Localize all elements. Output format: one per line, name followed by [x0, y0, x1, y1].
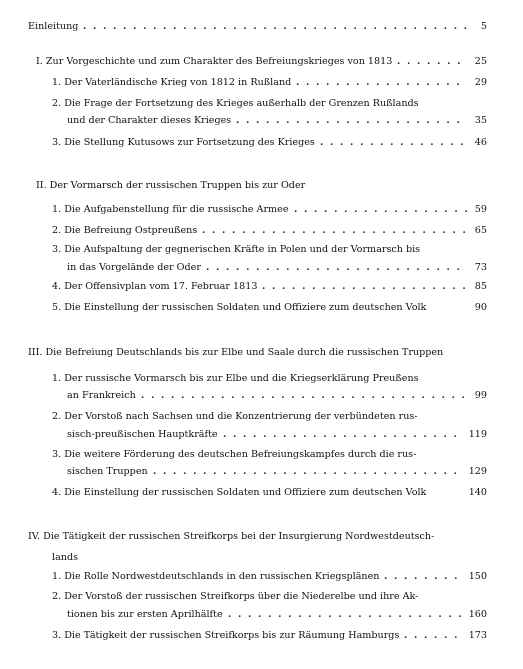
- toc-entry-title: 1. Der russische Vormarsch bis zur Elbe und die Kriegserklärung Preußens: [52, 372, 422, 386]
- toc-entry-p4b: [0, 551, 523, 565]
- toc-entry-title: 5. Die Einstellung der russischen Soldaten und Offiziere zum deutschen Volk: [52, 301, 429, 315]
- toc-entry-title: Einleitung: [28, 20, 81, 34]
- toc-entry-title: 1. Die Rolle Nordwestdeutschlands in den russischen Kriegsplänen: [52, 570, 382, 584]
- dot-leader: [294, 203, 467, 217]
- toc-entry-p2-3a: [0, 243, 523, 257]
- toc-page-number: 119: [466, 428, 487, 442]
- toc-entry-p4-2b: [0, 608, 523, 622]
- toc-entry-title: sischen Truppen: [67, 465, 151, 479]
- toc-page-number: 173: [466, 629, 487, 643]
- toc-entry-p2-5: [0, 301, 523, 315]
- toc-page-number: 65: [472, 224, 487, 238]
- dot-leader: [206, 261, 467, 275]
- dot-leader: [228, 608, 461, 622]
- toc-page-number: 85: [472, 280, 487, 294]
- toc-entry-title: 2. Der Vorstoß der russischen Streifkorps über die Niederelbe und ihre Ak-: [52, 590, 421, 604]
- toc-entry-title: tionen bis zur ersten Aprilhälfte: [67, 608, 226, 622]
- toc-entry-title: 3. Die weitere Förderung des deutschen Befreiungskampfes durch die rus-: [52, 448, 419, 462]
- dot-leader: [223, 428, 461, 442]
- toc-entry-title: 2. Die Befreiung Ostpreußens: [52, 224, 200, 238]
- toc-entry-title: 3. Die Stellung Kutusows zur Fortsetzung des Krieges: [52, 136, 318, 150]
- dot-leader: [296, 76, 467, 90]
- toc-page-number: 29: [472, 76, 487, 90]
- dot-leader: [202, 224, 467, 238]
- toc-entry-p2-4: [0, 280, 523, 294]
- toc-entry-p1-3: [0, 136, 523, 150]
- toc-page-number: 140: [466, 486, 487, 500]
- toc-entry-p3-1a: [0, 372, 523, 386]
- toc-entry-title: 2. Der Vorstoß nach Sachsen und die Konzentrierung der verbündeten rus-: [52, 410, 421, 424]
- dot-leader: [320, 136, 467, 150]
- toc-page-number: 150: [466, 570, 487, 584]
- dot-leader: [384, 570, 461, 584]
- toc-entry-p2: [0, 179, 523, 193]
- dot-leader: [262, 280, 467, 294]
- toc-entry-title: 2. Die Frage der Fortsetzung des Krieges außerhalb der Grenzen Rußlands: [52, 97, 422, 111]
- toc-entry-title: I. Zur Vorgeschichte und zum Charakter des Befreiungskrieges von 1813: [36, 55, 395, 69]
- toc-entry-p4-1: [0, 570, 523, 584]
- toc-entry-title: 3. Die Aufspaltung der gegnerischen Kräfte in Polen und der Vormarsch bis: [52, 243, 423, 257]
- toc-entry-p3-3a: [0, 448, 523, 462]
- toc-entry-p3-2a: [0, 410, 523, 424]
- toc-entry-title: 3. Die Tätigkeit der russischen Streifkorps bis zur Räumung Hamburgs: [52, 629, 402, 643]
- dot-leader: [404, 629, 461, 643]
- toc-entry-p3-1b: [0, 389, 523, 403]
- toc-page-number: 35: [472, 114, 487, 128]
- toc-entry-p4-2a: [0, 590, 523, 604]
- toc-entry-p1-2b: [0, 114, 523, 128]
- toc-entry-p3-2b: [0, 428, 523, 442]
- toc-entry-title: III. Die Befreiung Deutschlands bis zur Elbe und Saale durch die russischen Truppen: [28, 346, 446, 360]
- dot-leader: [236, 114, 467, 128]
- toc-entry-p2-2: [0, 224, 523, 238]
- toc-entry-title: in das Vorgelände der Oder: [67, 261, 204, 275]
- toc-entry-title: sisch-preußischen Hauptkräfte: [67, 428, 221, 442]
- toc-page-number: 160: [466, 608, 487, 622]
- toc-entry-title: 1. Der Vaterländische Krieg von 1812 in Rußland: [52, 76, 294, 90]
- toc-entry-p1-2a: [0, 97, 523, 111]
- toc-page-number: 99: [472, 389, 487, 403]
- toc-page-number: 46: [472, 136, 487, 150]
- toc-entry-p3-3b: [0, 465, 523, 479]
- toc-entry-title: 4. Der Offensivplan vom 17. Februar 1813: [52, 280, 260, 294]
- toc-entry-p3: [0, 346, 523, 360]
- toc-entry-p2-3b: [0, 261, 523, 275]
- toc-entry-p3-4: [0, 486, 523, 500]
- toc-entry-p1: [0, 55, 523, 69]
- toc-entry-title: lands: [52, 551, 81, 565]
- dot-leader: [153, 465, 461, 479]
- toc-entry-p4a: [0, 530, 523, 544]
- toc-entry-p1-1: [0, 76, 523, 90]
- toc-entry-title: 1. Die Aufgabenstellung für die russische Armee: [52, 203, 292, 217]
- toc-entry-einleitung: [0, 20, 523, 34]
- dot-leader: [141, 389, 467, 403]
- toc-page-number: 90: [472, 301, 487, 315]
- toc-entry-title: und der Charakter dieses Krieges: [67, 114, 234, 128]
- toc-entry-title: II. Der Vormarsch der russischen Truppen bis zur Oder: [36, 179, 308, 193]
- toc-page-number: 25: [472, 55, 487, 69]
- toc-entry-title: IV. Die Tätigkeit der russischen Streifkorps bei der Insurgierung Nordwestdeutsch-: [28, 530, 437, 544]
- toc-entry-title: 4. Die Einstellung der russischen Soldaten und Offiziere zum deutschen Volk: [52, 486, 429, 500]
- toc-entry-title: an Frankreich: [67, 389, 139, 403]
- toc-page-number: 59: [472, 203, 487, 217]
- toc-entry-p4-3: [0, 629, 523, 643]
- dot-leader: [83, 20, 473, 34]
- toc-page-number: 129: [466, 465, 487, 479]
- toc-entry-p2-1: [0, 203, 523, 217]
- dot-leader: [397, 55, 467, 69]
- toc-page-number: 73: [472, 261, 487, 275]
- toc-page-number: 5: [478, 20, 487, 34]
